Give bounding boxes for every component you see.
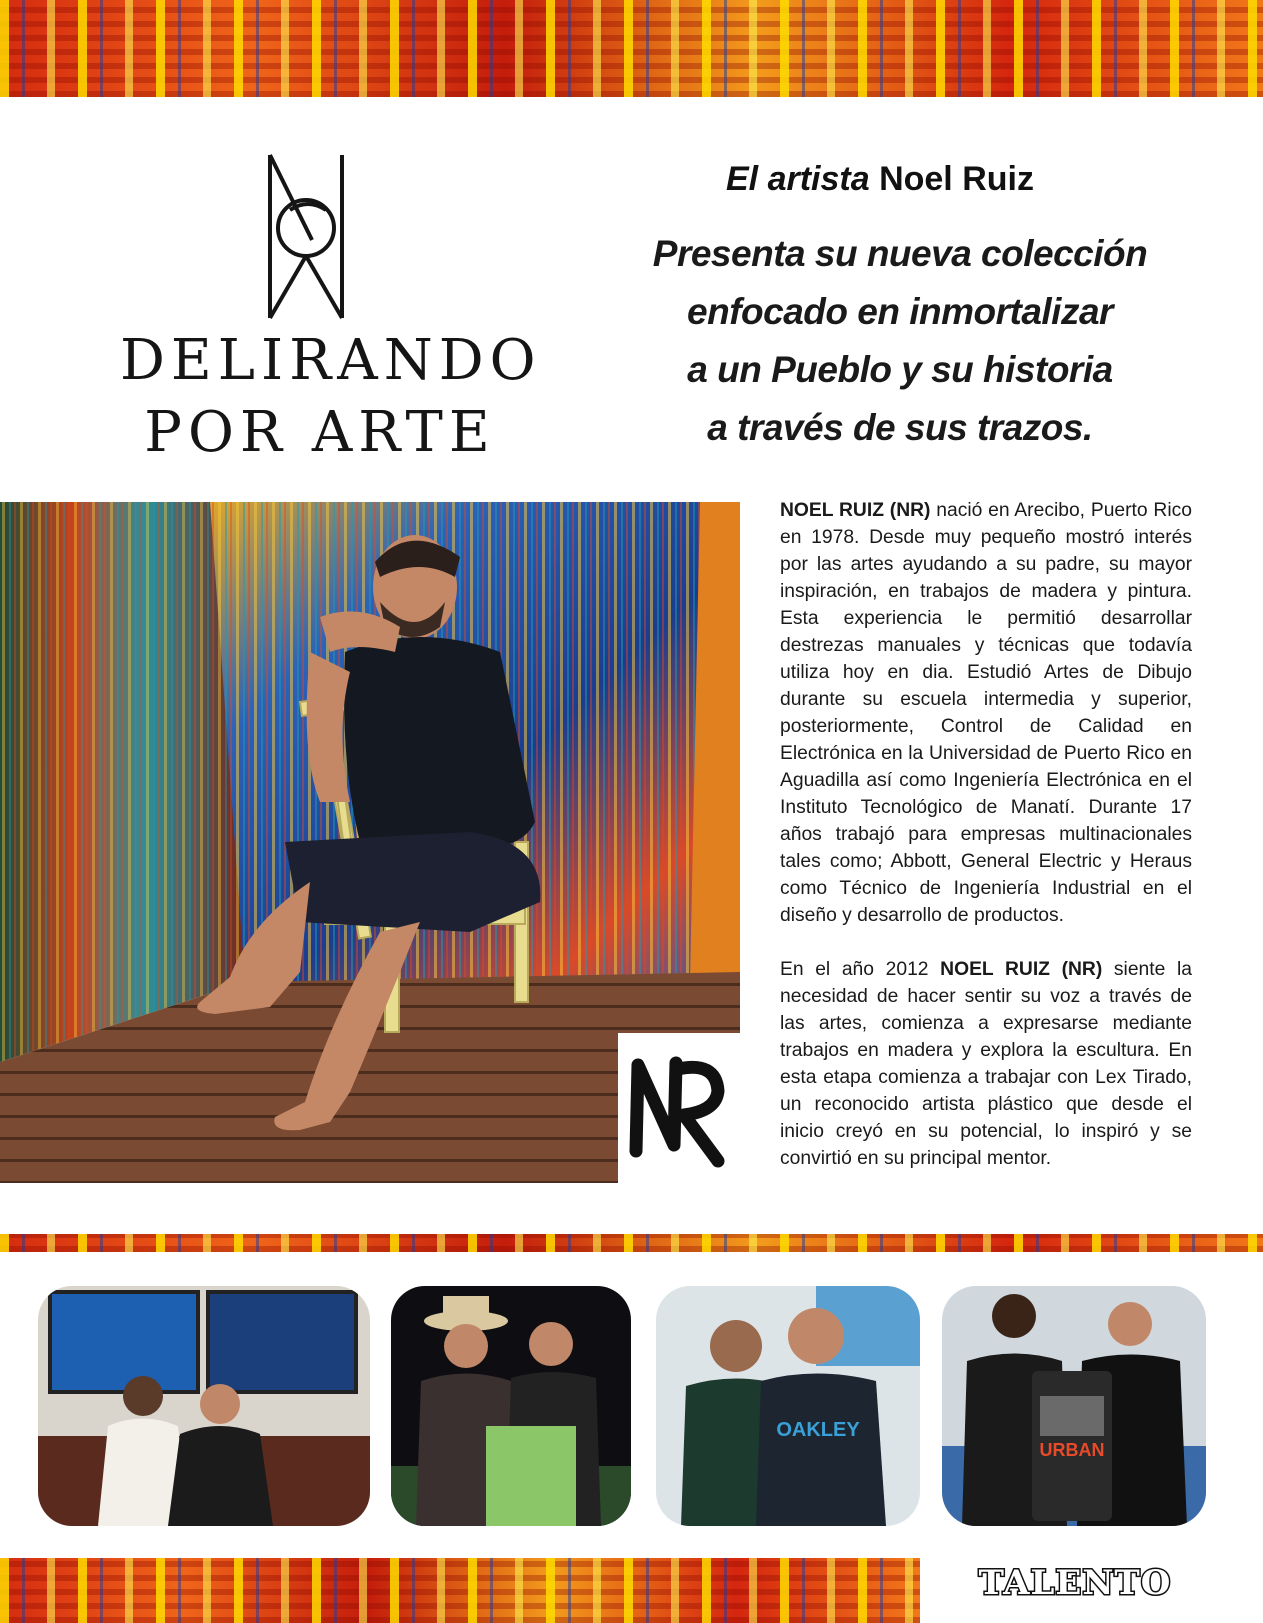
byline	[660, 160, 1100, 199]
headline-line: a través de sus trazos.	[707, 407, 1093, 448]
article-paragraph-1	[780, 497, 1192, 929]
talento-section-label	[960, 1560, 1190, 1604]
artist-name: Noel Ruiz	[879, 160, 1034, 198]
urban-sign-text: URBAN	[1039, 1440, 1105, 1460]
paragraph-text: siente la necesidad de hacer sentir su voz a través de las artes, comienza a expresarse mediante trabajos en madera y explora la escultura. En esta etapa comienza a trabajar con Lex Tirado, un reconocido artista plástico que desde el inicio creyó en su potencial, lo inspiró y se convirtió en su principal mentor.	[780, 959, 1192, 1169]
paragraph-text: nació en Arecibo, Puerto Rico en 1978. Desde muy pequeño mostró interés por las artes ayudando a su padre, su mayor inspiración, en trabajos de madera y pintura. Esta experiencia le permitió desarrollar destrezas manuales y técnicas que todavía utiliza hoy en dia. Estudió Artes de Dibujo durante su escuela intermedia y superior, posteriormente, Control de Calidad en Electrónica en la Universidad de Puerto Rico en Aguadilla así como Ingeniería Electrónica en el Instituto Tecnológico de Manatí. Durante 17 años trabajó para empresas multinacionales tales como; Abbott, General Electric y Heraus como Técnico de Ingeniería Industrial en el diseño y desarrollo de productos.	[780, 500, 1192, 926]
headline-line: a un Pueblo y su historia	[687, 349, 1113, 390]
byline-prefix: El artista	[726, 160, 870, 198]
delirando-por-arte-logo	[120, 150, 542, 470]
bottom-painting-banner	[0, 1558, 920, 1623]
photo-thumbnail-2	[391, 1286, 631, 1526]
logo-text-line-2: POR ARTE	[144, 400, 496, 465]
logo-text-line-1: DELIRANDO	[120, 328, 542, 393]
middle-painting-strip	[0, 1234, 1263, 1252]
logo-monogram-icon	[260, 150, 380, 325]
photo-thumbnail-1	[38, 1286, 370, 1526]
paragraph-prefix: En el año 2012	[780, 959, 941, 980]
artist-name-bold: NOEL RUIZ (NR)	[780, 500, 931, 521]
headline-line: Presenta su nueva colección	[652, 233, 1148, 274]
talento-text: TALENTO	[978, 1563, 1172, 1603]
headline-line: enfocado en inmortalizar	[687, 291, 1113, 332]
oakley-shirt-text: OAKLEY	[776, 1419, 860, 1441]
article-paragraph-2	[780, 956, 1192, 1172]
artist-name-bold: NOEL RUIZ (NR)	[940, 959, 1103, 980]
headline	[610, 225, 1190, 457]
article-body	[780, 497, 1192, 1172]
photo-thumbnail-4	[942, 1286, 1206, 1526]
top-painting-banner	[0, 0, 1263, 97]
nr-signature-icon	[618, 1033, 740, 1183]
nr-signature-box	[618, 1033, 740, 1183]
photo-thumbnail-3	[656, 1286, 920, 1526]
